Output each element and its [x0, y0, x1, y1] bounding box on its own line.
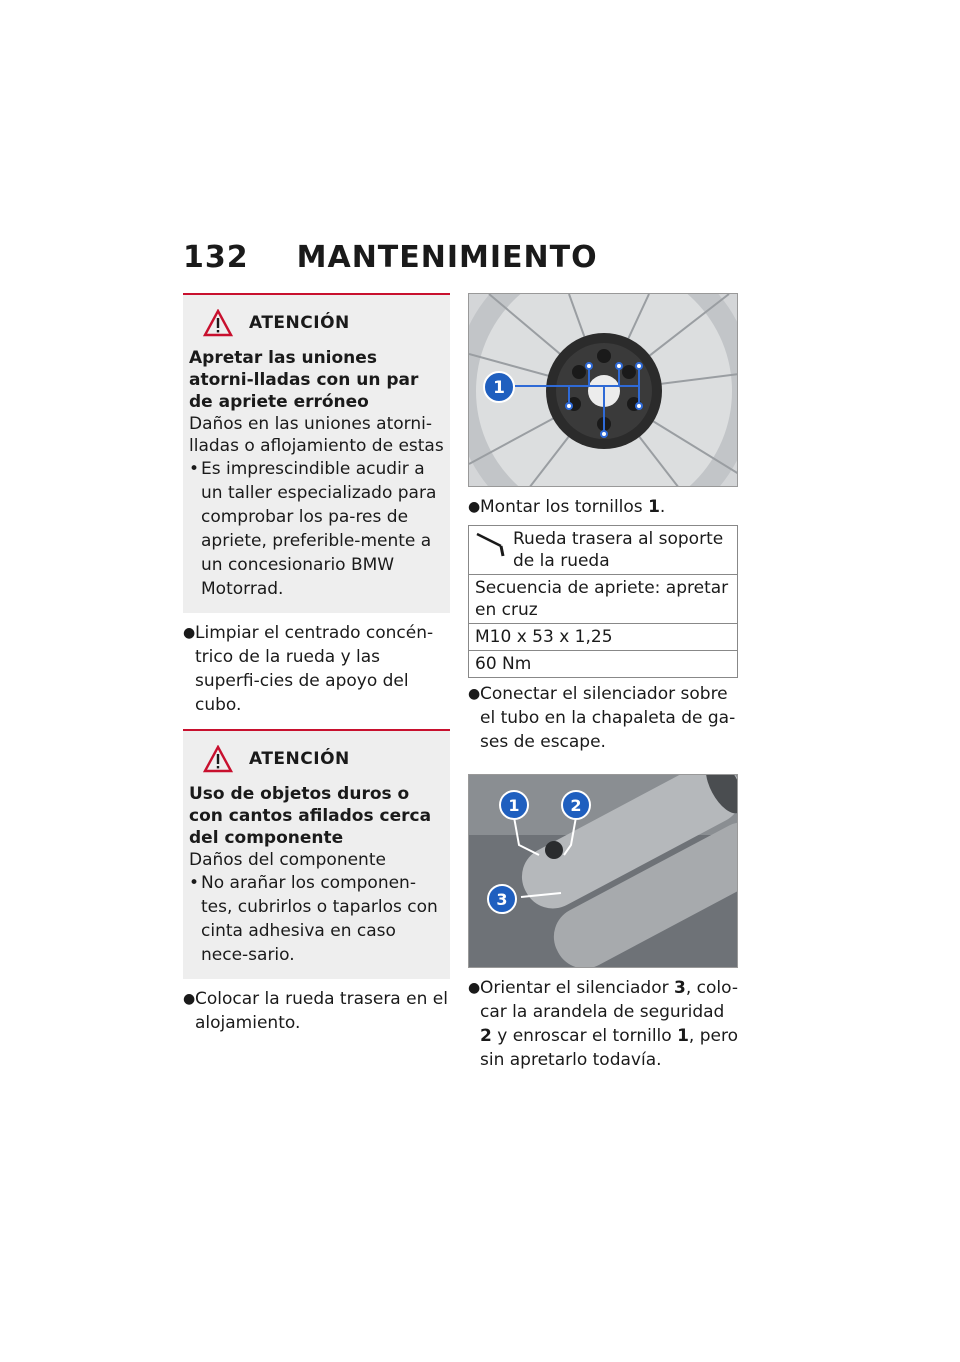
- instruction-text: [480, 495, 738, 519]
- bullet-dot-icon: •: [189, 459, 200, 479]
- bullet-dot-icon: ●: [468, 499, 481, 515]
- spec-title: Rueda trasera al soporte de la rueda: [513, 529, 724, 571]
- instruction-text: Conectar el silenciador sobre el tubo en la chapaleta de ga-ses de escape.: [480, 684, 736, 752]
- warning-title: Apretar las uniones atorni-lladas con un par de apriete erróneo: [189, 348, 419, 412]
- torque-spec-table: [468, 525, 738, 678]
- instruction-text-part: .: [659, 497, 666, 517]
- spec-cell: M10 x 53 x 1,25: [469, 624, 738, 651]
- table-row: [469, 526, 738, 575]
- instruction-step: [183, 987, 450, 1035]
- bullet-dot-icon: ●: [468, 980, 481, 996]
- left-column: [183, 293, 450, 1035]
- instruction-step: [183, 621, 450, 717]
- wheel-hub-photo: [468, 293, 738, 487]
- table-row: [469, 575, 738, 624]
- warning-text: Daños del componente: [189, 850, 386, 870]
- spec-title-cell: [469, 526, 738, 575]
- warning-header: [189, 309, 444, 337]
- instruction-text-part: y enroscar el tornillo: [491, 1026, 678, 1046]
- callout-1: 1: [493, 378, 505, 398]
- spec-cell: 60 Nm: [469, 651, 738, 678]
- warning-bullet: [189, 457, 444, 601]
- page-number: 132: [183, 240, 249, 275]
- bullet-dot-icon: ●: [183, 991, 196, 1007]
- callout-1: 1: [508, 796, 520, 815]
- torque-wrench-icon: [475, 528, 513, 572]
- callout-2: 2: [570, 796, 582, 815]
- part-reference: 1: [648, 497, 660, 517]
- warning-title: Uso de objetos duros o con cantos afilados cerca del componente: [189, 784, 432, 848]
- warning-bullet: [189, 871, 444, 967]
- bullet-dot-icon: ●: [183, 625, 196, 641]
- instruction-text-part: Orientar el silenciador: [480, 978, 674, 998]
- bullet-dot-icon: ●: [468, 686, 481, 702]
- part-reference: 3: [674, 978, 686, 998]
- page-header: [183, 240, 598, 280]
- warning-label: ATENCIÓN: [249, 313, 350, 333]
- callout-3: 3: [496, 890, 508, 909]
- instruction-step: [468, 976, 738, 1072]
- right-column: [468, 293, 738, 1072]
- warning-text: Daños en las uniones atorni-lladas o aflojamiento de estas: [189, 414, 444, 456]
- warning-box: [183, 729, 450, 979]
- table-row: [469, 624, 738, 651]
- spec-cell: Secuencia de apriete: apretar en cruz: [469, 575, 738, 624]
- warning-icon: [203, 745, 233, 773]
- instruction-text: Colocar la rueda trasera en el alojamiento.: [195, 989, 448, 1033]
- silencer-photo: [468, 774, 738, 968]
- warning-box: [183, 293, 450, 613]
- part-reference: 1: [677, 1026, 689, 1046]
- wheel-illustration: [469, 294, 738, 487]
- warning-label: ATENCIÓN: [249, 749, 350, 769]
- instruction-text-part: , colo-car la arandela de seguridad: [480, 978, 738, 1022]
- part-reference: 2: [480, 1026, 492, 1046]
- table-row: [469, 651, 738, 678]
- warning-icon: [203, 309, 233, 337]
- warning-bullet-text: Es imprescindible acudir a un taller especializado para comprobar los pa-res de apriete, preferible-mente a un concesionario BMW Motorrad.: [201, 459, 437, 599]
- instruction-step: [468, 682, 738, 754]
- instruction-text-part: Montar los tornillos: [480, 497, 649, 517]
- silencer-illustration: [469, 775, 738, 968]
- section-title: MANTENIMIENTO: [296, 240, 598, 275]
- warning-header: [189, 745, 444, 773]
- warning-bullet-text: No arañar los componen-tes, cubrirlos o taparlos con cinta adhesiva en caso nece-sario.: [201, 873, 438, 965]
- instruction-step: [468, 495, 738, 519]
- instruction-text: [480, 976, 738, 1072]
- instruction-text: Limpiar el centrado concén-trico de la rueda y las superfi-cies de apoyo del cubo.: [195, 623, 434, 715]
- bullet-dot-icon: •: [189, 873, 200, 893]
- instruction-text-part: , pero sin apretarlo todavía.: [480, 1026, 738, 1070]
